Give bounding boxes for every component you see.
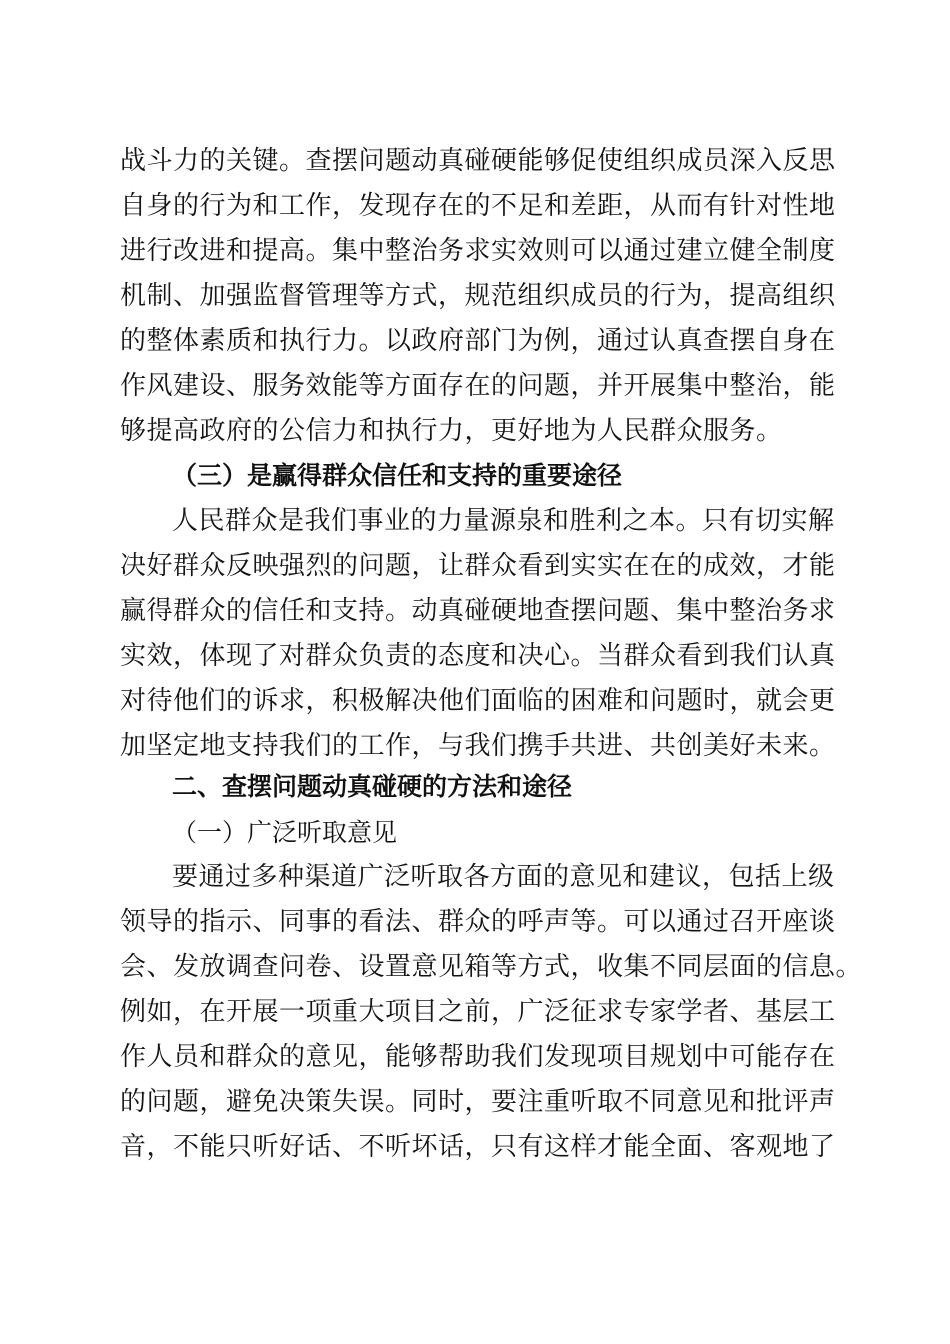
paragraph-line: 领导的指示、同事的看法、群众的呼声等。可以通过召开座谈 bbox=[120, 907, 836, 937]
paragraph-line: 对待他们的诉求，积极解决他们面临的困难和问题时，就会更 bbox=[120, 686, 836, 716]
paragraph-line: 够提高政府的公信力和执行力，更好地为人民群众服务。 bbox=[120, 416, 783, 446]
paragraph-line: 的问题，避免决策失误。同时，要注重听取不同意见和批评声 bbox=[120, 1087, 836, 1117]
paragraph-line: 人民群众是我们事业的力量源泉和胜利之本。只有切实解 bbox=[172, 506, 835, 536]
paragraph-line: 机制、加强监督管理等方式，规范组织成员的行为，提高组织 bbox=[120, 281, 836, 311]
paragraph-line: 作风建设、服务效能等方面存在的问题，并开展集中整治，能 bbox=[120, 371, 836, 401]
section-title: 二、查摆问题动真碰硬的方法和途径 bbox=[172, 772, 573, 801]
paragraph-line: 例如，在开展一项重大项目之前，广泛征求专家学者、基层工 bbox=[120, 997, 836, 1027]
paragraph-line: 实效，体现了对群众负责的态度和决心。当群众看到我们认真 bbox=[120, 641, 836, 671]
subsection-heading: （三）是赢得群众信任和支持的重要途径 bbox=[172, 461, 623, 490]
paragraph-line: 战斗力的关键。查摆问题动真碰硬能够促使组织成员深入反思 bbox=[120, 146, 836, 176]
paragraph-line: 音，不能只听好话、不听坏话，只有这样才能全面、客观地了 bbox=[120, 1132, 836, 1162]
subsection-heading: （一）广泛听取意见 bbox=[172, 818, 398, 847]
paragraph-line: 要通过多种渠道广泛听取各方面的意见和建议，包括上级 bbox=[172, 862, 835, 892]
paragraph-line: 会、发放调查问卷、设置意见箱等方式，收集不同层面的信息。 bbox=[120, 952, 863, 982]
paragraph-line: 作人员和群众的意见，能够帮助我们发现项目规划中可能存在 bbox=[120, 1042, 836, 1072]
paragraph-line: 加坚定地支持我们的工作，与我们携手共进、共创美好未来。 bbox=[120, 731, 836, 761]
paragraph-line: 自身的行为和工作，发现存在的不足和差距，从而有针对性地 bbox=[120, 191, 836, 221]
paragraph-line: 决好群众反映强烈的问题，让群众看到实实在在的成效，才能 bbox=[120, 551, 836, 581]
paragraph-line: 赢得群众的信任和支持。动真碰硬地查摆问题、集中整治务求 bbox=[120, 596, 836, 626]
paragraph-line: 的整体素质和执行力。以政府部门为例，通过认真查摆自身在 bbox=[120, 326, 836, 356]
paragraph-line: 进行改进和提高。集中整治务求实效则可以通过建立健全制度 bbox=[120, 236, 836, 266]
